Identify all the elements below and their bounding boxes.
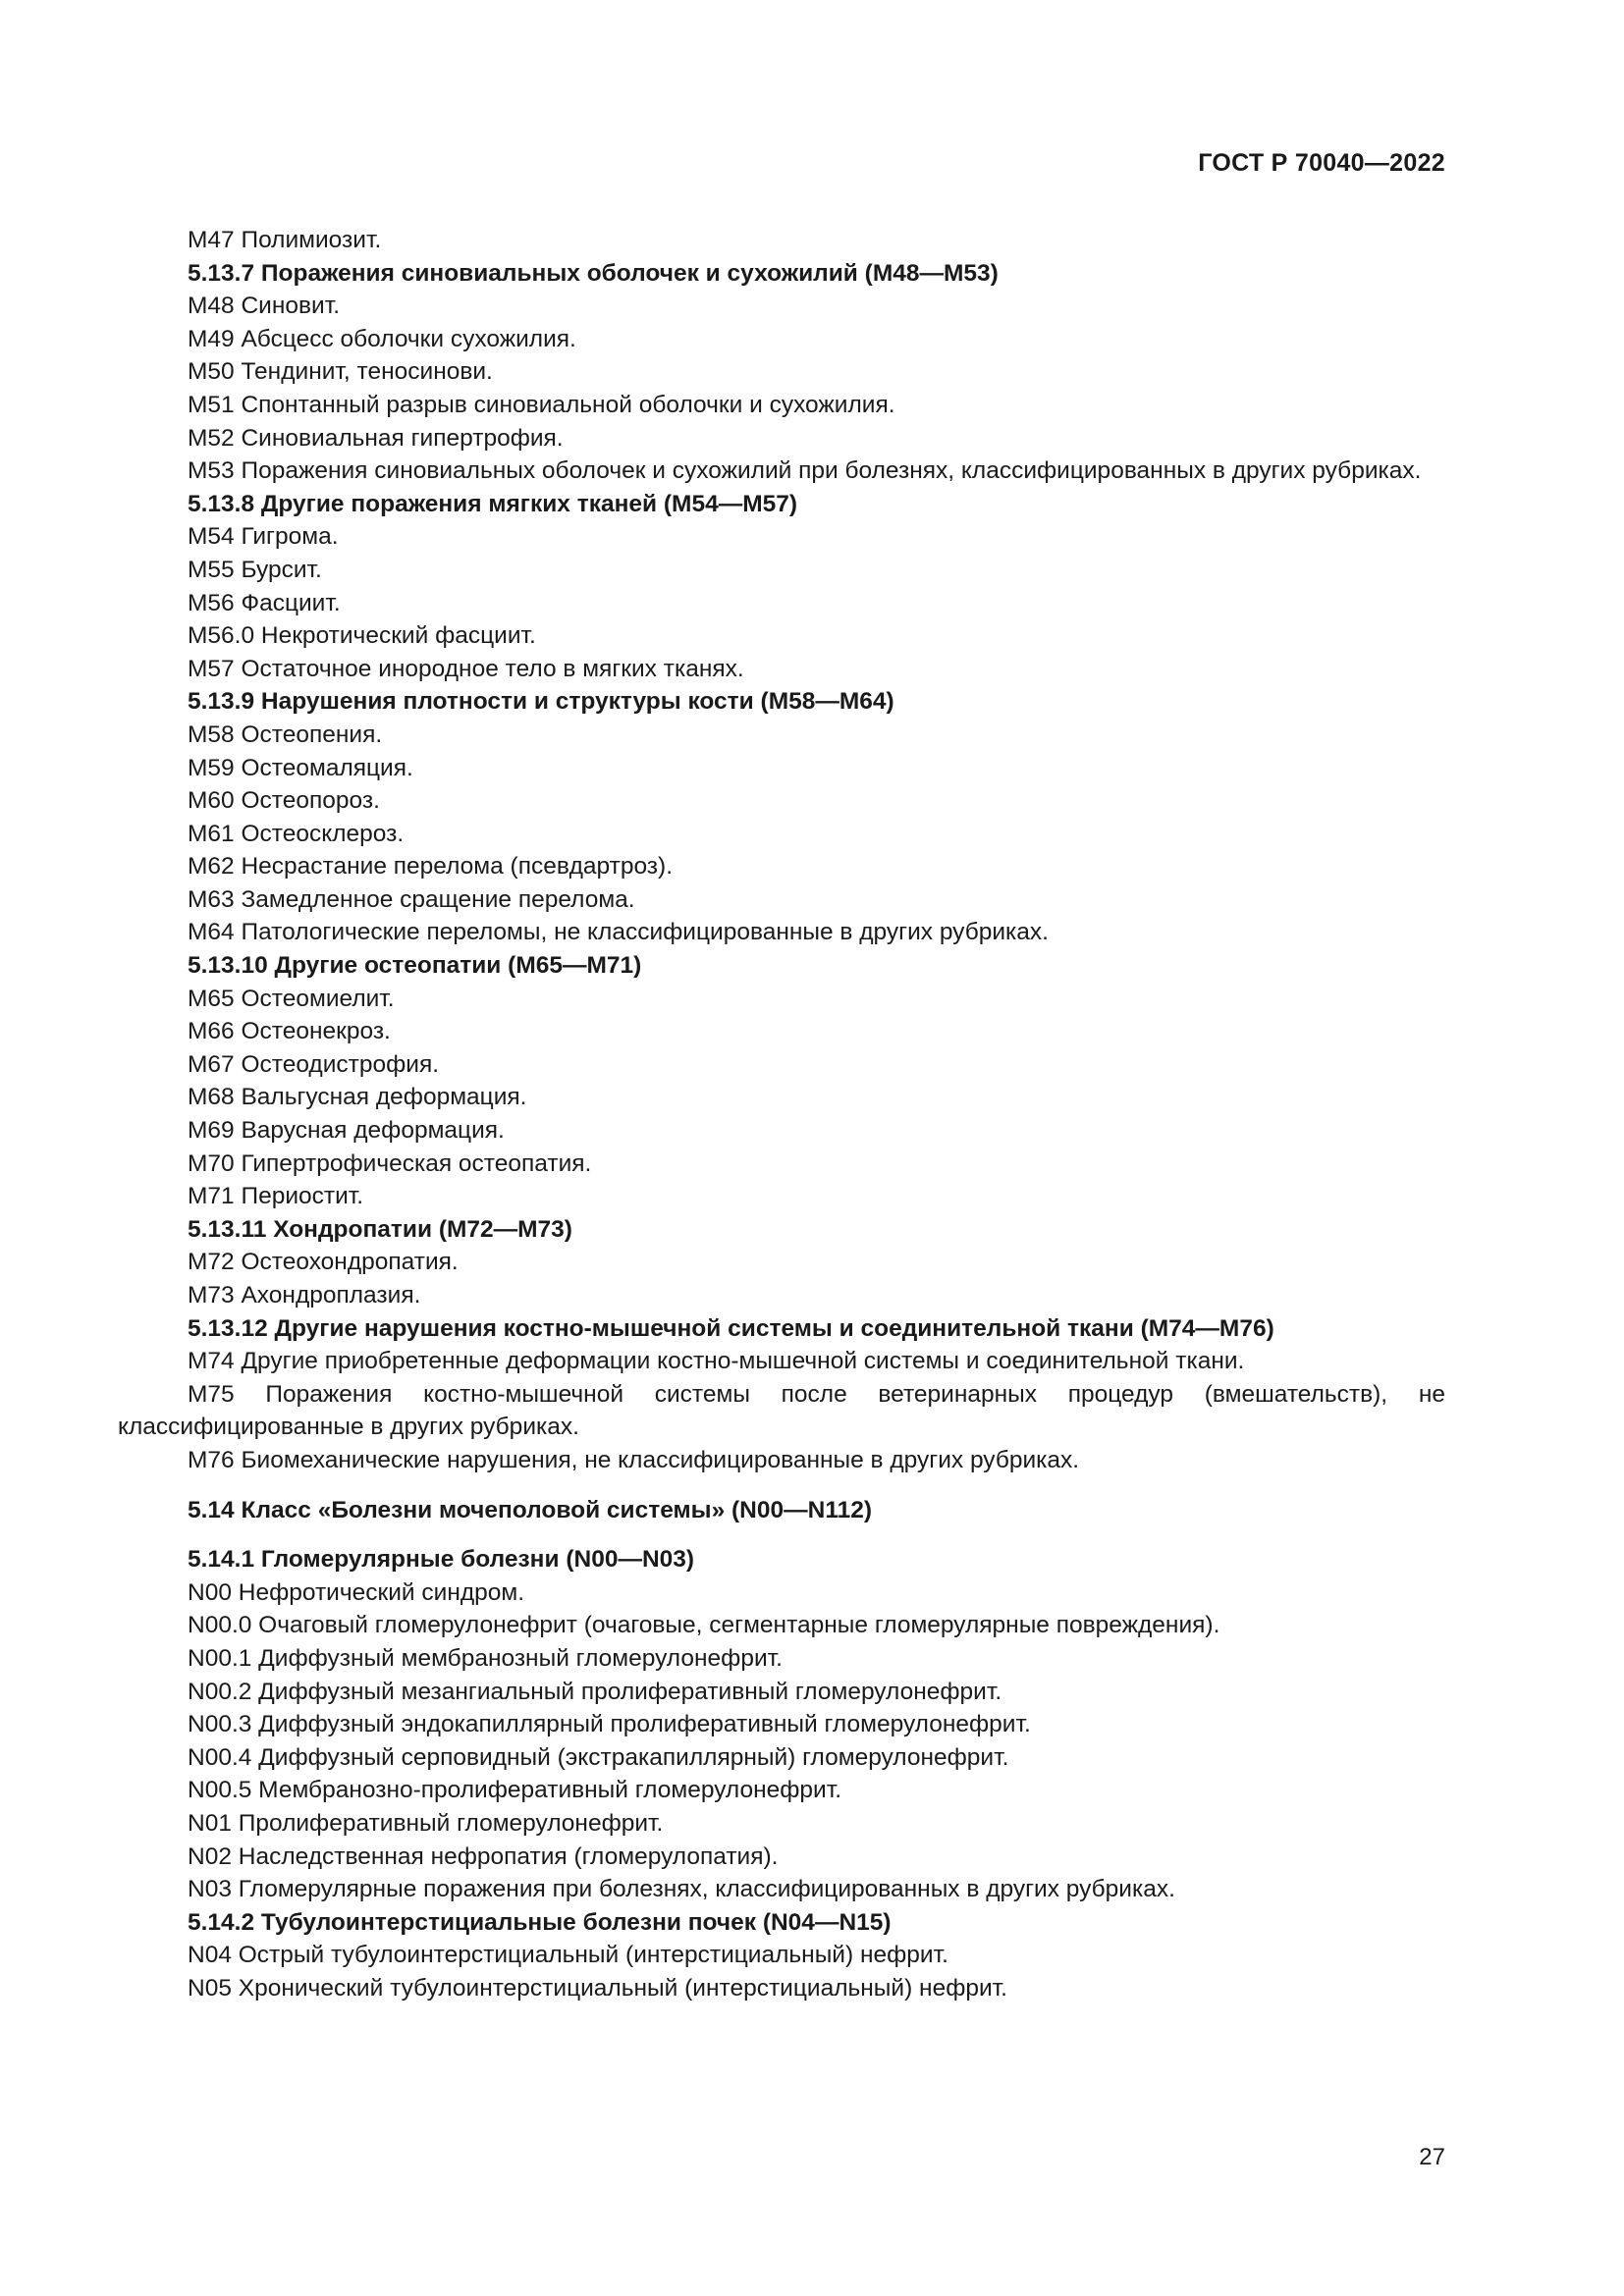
list-item: N00.1 Диффузный мембранозный гломерулонефрит.	[188, 1644, 783, 1672]
list-item: M66 Остеонекроз.	[188, 1018, 391, 1045]
list-item: N05 Хронический тубулоинтерстициальный (интерстициальный) нефрит.	[188, 1974, 1007, 2002]
section-heading: 5.14 Класс «Болезни мочеполовой системы» (N00—N112)	[188, 1496, 873, 1523]
list-item: M55 Бурсит.	[188, 556, 322, 583]
section-heading: 5.13.10 Другие остеопатии (M65—M71)	[188, 952, 642, 980]
list-item: M56.0 Некротический фасциит.	[188, 622, 536, 650]
list-item: M53 Поражения синовиальных оболочек и сухожилий при болезнях, классифицированных в других рубриках.	[188, 457, 1422, 485]
section-heading: 5.13.8 Другие поражения мягких тканей (M54—M57)	[188, 490, 798, 517]
list-item: M63 Замедленное сращение перелома.	[188, 885, 635, 913]
list-item: M64 Патологические переломы, не классифицированные в других рубриках.	[188, 919, 1049, 946]
list-item: M51 Спонтанный разрыв синовиальной оболочки и сухожилия.	[188, 391, 895, 418]
list-item: M48 Синовит.	[188, 293, 341, 320]
list-item: M50 Тендинит, теносинови.	[188, 358, 493, 386]
list-item: M54 Гигрома.	[188, 523, 339, 551]
list-item: M59 Остеомаляция.	[188, 754, 413, 781]
section-heading: 5.13.7 Поражения синовиальных оболочек и сухожилий (M48—M53)	[188, 259, 999, 287]
list-item: M62 Несрастание перелома (псевдартроз).	[188, 853, 674, 881]
list-item: M73 Ахондроплазия.	[188, 1282, 421, 1308]
list-item: M71 Периостит.	[188, 1183, 364, 1210]
list-item: N03 Гломерулярные поражения при болезнях, классифицированных в других рубриках.	[188, 1876, 1175, 1903]
list-item: N00.2 Диффузный мезангиальный пролиферативный гломерулонефрит.	[188, 1678, 1002, 1705]
list-item: M61 Остеосклероз.	[188, 820, 405, 847]
list-item: M60 Остеопороз.	[188, 787, 380, 815]
list-item: M68 Вальгусная деформация.	[188, 1084, 527, 1111]
list-item: M74 Другие приобретенные деформации костно-мышечной системы и соединительной ткани.	[188, 1348, 1245, 1375]
list-item: M70 Гипертрофическая остеопатия.	[188, 1149, 592, 1177]
list-item: M65 Остеомиелит.	[188, 985, 395, 1012]
list-item: N00.0 Очаговый гломерулонефрит (очаговые, сегментарные гломерулярные повреждения).	[188, 1612, 1220, 1639]
document-body	[118, 224, 1445, 2004]
list-item: N02 Наследственная нефропатия (гломерулопатия).	[188, 1842, 779, 1870]
section-heading: 5.13.12 Другие нарушения костно-мышечной системы и соединительной ткани (M74—M76)	[188, 1314, 1274, 1342]
document-header: ГОСТ Р 70040—2022	[1198, 149, 1445, 177]
section-heading: 5.14.1 Гломерулярные болезни (N00—N03)	[188, 1546, 695, 1574]
list-item: N01 Пролиферативный гломерулонефрит.	[188, 1809, 664, 1837]
list-item: M52 Синовиальная гипертрофия.	[188, 424, 564, 452]
list-item: M49 Абсцесс оболочки сухожилия.	[188, 325, 576, 352]
list-item: M57 Остаточное инородное тело в мягких тканях.	[188, 655, 744, 682]
list-item: N04 Острый тубулоинтерстициальный (интерстициальный) нефрит.	[188, 1942, 948, 1969]
list-item: M56 Фасциит.	[188, 589, 341, 616]
list-item: M58 Остеопения.	[188, 721, 383, 748]
section-heading: 5.14.2 Тубулоинтерстициальные болезни почек (N04—N15)	[188, 1908, 892, 1936]
list-item: M75 Поражения костно-мышечной системы после ветеринарных процедур (вмешательств), не классифицированные в других рубриках.	[118, 1380, 1445, 1441]
list-item: M69 Варусная деформация.	[188, 1117, 505, 1145]
list-item: M72 Остеохондропатия.	[188, 1249, 459, 1276]
page-number: 27	[1419, 2144, 1445, 2170]
section-heading: 5.13.9 Нарушения плотности и структуры кости (M58—M64)	[188, 688, 894, 716]
list-item: N00 Нефротический синдром.	[188, 1578, 525, 1606]
list-item: M47 Полимиозит.	[188, 227, 382, 253]
section-heading: 5.13.11 Хондропатии (M72—M73)	[188, 1215, 572, 1243]
list-item: M76 Биомеханические нарушения, не классифицированные в других рубриках.	[188, 1446, 1080, 1473]
list-item: N00.5 Мембранозно-пролиферативный гломерулонефрит.	[188, 1777, 842, 1804]
list-item: N00.4 Диффузный серповидный (экстракапиллярный) гломерулонефрит.	[188, 1743, 1009, 1771]
list-item: M67 Остеодистрофия.	[188, 1050, 440, 1078]
list-item: N00.3 Диффузный эндокапиллярный пролиферативный гломерулонефрит.	[188, 1711, 1031, 1738]
